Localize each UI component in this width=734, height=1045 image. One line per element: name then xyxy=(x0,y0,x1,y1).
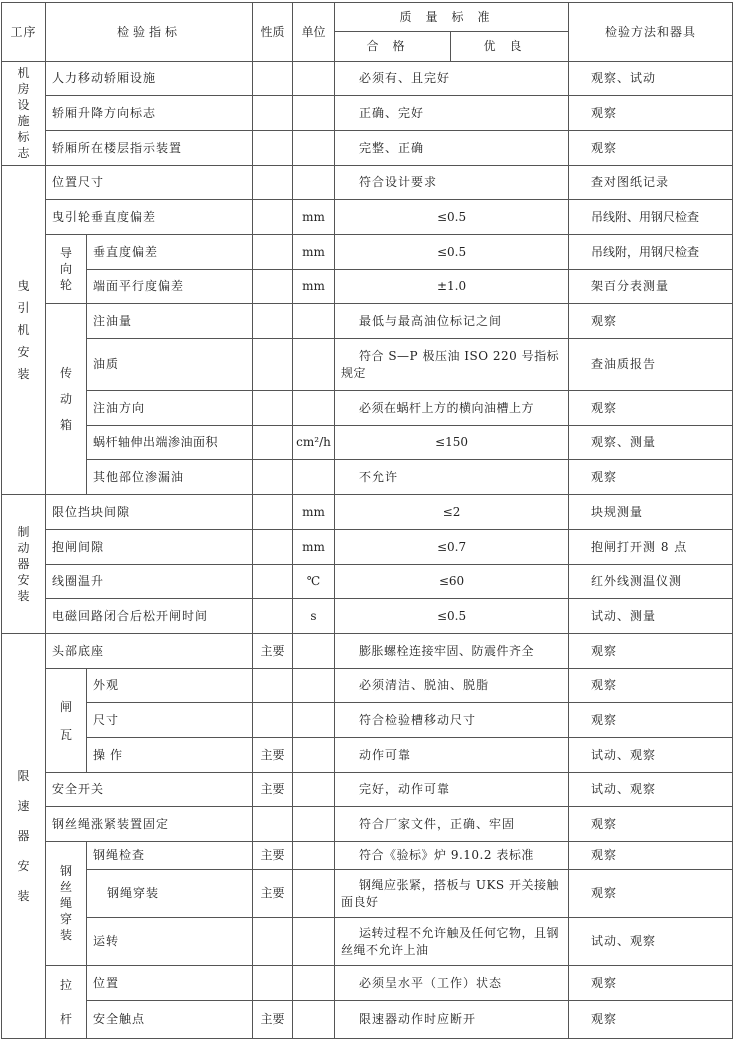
indicator-cell: 运转 xyxy=(87,918,253,966)
nature-cell xyxy=(253,495,293,530)
standard-cell: 符合设计要求 xyxy=(335,166,569,200)
standard-cell: 必须呈水平（工作）状态 xyxy=(335,966,569,1001)
nature-cell xyxy=(253,703,293,738)
unit-cell: mm xyxy=(293,530,335,565)
indicator-cell: 尺寸 xyxy=(87,703,253,738)
indicator-cell: 人力移动轿厢设施 xyxy=(46,62,253,96)
standard-cell: ≤0.5 xyxy=(335,599,569,634)
standard-cell: 必须在蜗杆上方的横向油槽上方 xyxy=(335,391,569,426)
method-cell: 试动、观察 xyxy=(569,738,733,773)
indicator-cell: 位置尺寸 xyxy=(46,166,253,200)
nature-cell xyxy=(253,460,293,495)
nature-cell xyxy=(253,200,293,235)
nature-cell xyxy=(253,807,293,842)
nature-cell: 主要 xyxy=(253,738,293,773)
method-cell: 架百分表测量 xyxy=(569,270,733,304)
unit-cell: mm xyxy=(293,270,335,304)
group-gearbox: 传动箱 xyxy=(46,304,87,495)
nature-cell xyxy=(253,599,293,634)
nature-cell xyxy=(253,391,293,426)
indicator-cell: 曳引轮垂直度偏差 xyxy=(46,200,253,235)
nature-cell: 主要 xyxy=(253,773,293,807)
indicator-cell: 其他部位渗漏油 xyxy=(87,460,253,495)
group-brake-shoe: 闸瓦 xyxy=(46,669,87,773)
method-cell: 观察 xyxy=(569,703,733,738)
unit-cell: s xyxy=(293,599,335,634)
standard-cell: 正确、完好 xyxy=(335,96,569,131)
unit-cell xyxy=(293,96,335,131)
unit-cell: mm xyxy=(293,495,335,530)
nature-cell xyxy=(253,62,293,96)
nature-cell xyxy=(253,669,293,703)
standard-cell: ≤60 xyxy=(335,565,569,599)
standard-cell: 最低与最高油位标记之间 xyxy=(335,304,569,339)
unit-cell xyxy=(293,966,335,1001)
unit-cell xyxy=(293,703,335,738)
method-cell: 观察 xyxy=(569,807,733,842)
indicator-cell: 轿厢升降方向标志 xyxy=(46,96,253,131)
section-traction-machine: 曳引机安装 xyxy=(2,166,46,495)
standard-cell: ≤0.5 xyxy=(335,235,569,270)
indicator-cell: 抱闸间隙 xyxy=(46,530,253,565)
indicator-cell: 注油量 xyxy=(87,304,253,339)
unit-cell: ℃ xyxy=(293,565,335,599)
method-cell: 观察 xyxy=(569,870,733,918)
section-speed-governor: 限速器安装 xyxy=(2,634,46,1039)
method-cell: 观察、试动 xyxy=(569,62,733,96)
method-cell: 观察 xyxy=(569,966,733,1001)
unit-cell xyxy=(293,166,335,200)
standard-cell: 必须清洁、脱油、脱脂 xyxy=(335,669,569,703)
standard-cell: 动作可靠 xyxy=(335,738,569,773)
method-cell: 观察、测量 xyxy=(569,426,733,460)
unit-cell xyxy=(293,773,335,807)
indicator-cell: 线圈温升 xyxy=(46,565,253,599)
nature-cell xyxy=(253,235,293,270)
nature-cell: 主要 xyxy=(253,870,293,918)
method-cell: 查对图纸记录 xyxy=(569,166,733,200)
method-cell: 吊线附、用钢尺检查 xyxy=(569,200,733,235)
standard-cell: 限速器动作时应断开 xyxy=(335,1001,569,1039)
indicator-cell: 外观 xyxy=(87,669,253,703)
header-qualified: 合格 xyxy=(335,32,451,62)
indicator-cell: 蜗杆轴伸出端渗油面积 xyxy=(87,426,253,460)
unit-cell xyxy=(293,918,335,966)
indicator-cell: 钢绳穿装 xyxy=(87,870,253,918)
header-excellent: 优良 xyxy=(451,32,569,62)
unit-cell xyxy=(293,131,335,166)
nature-cell xyxy=(253,304,293,339)
standard-cell: 钢绳应张紧，搭板与 UKS 开关接触面良好 xyxy=(335,870,569,918)
nature-cell: 主要 xyxy=(253,1001,293,1039)
method-cell: 红外线测温仪测 xyxy=(569,565,733,599)
indicator-cell: 垂直度偏差 xyxy=(87,235,253,270)
method-cell: 观察 xyxy=(569,669,733,703)
method-cell: 观察 xyxy=(569,96,733,131)
inspection-table xyxy=(1,2,733,1039)
standard-cell: 必须有、且完好 xyxy=(335,62,569,96)
group-pull-rod: 拉杆 xyxy=(46,966,87,1039)
unit-cell xyxy=(293,1001,335,1039)
unit-cell xyxy=(293,460,335,495)
indicator-cell: 安全触点 xyxy=(87,1001,253,1039)
indicator-cell: 安全开关 xyxy=(46,773,253,807)
indicator-cell: 钢绳检查 xyxy=(87,842,253,870)
standard-cell: ≤0.7 xyxy=(335,530,569,565)
group-guide-wheel: 导向轮 xyxy=(46,235,87,304)
indicator-cell: 限位挡块间隙 xyxy=(46,495,253,530)
header-indicator: 检验指标 xyxy=(46,3,253,62)
section-brake: 制动器安装 xyxy=(2,495,46,634)
method-cell: 抱闸打开测 8 点 xyxy=(569,530,733,565)
nature-cell xyxy=(253,339,293,391)
method-cell: 观察 xyxy=(569,391,733,426)
indicator-cell: 头部底座 xyxy=(46,634,253,669)
nature-cell xyxy=(253,96,293,131)
header-standard: 质量标准 xyxy=(335,3,569,32)
standard-cell: ≤0.5 xyxy=(335,200,569,235)
method-cell: 试动、测量 xyxy=(569,599,733,634)
nature-cell xyxy=(253,565,293,599)
indicator-cell: 操作 xyxy=(87,738,253,773)
standard-cell: 符合 S—P 极压油 ISO 220 号指标规定 xyxy=(335,339,569,391)
nature-cell xyxy=(253,530,293,565)
standard-cell: 运转过程不允许触及任何它物，且钢丝绳不允许上油 xyxy=(335,918,569,966)
section-machine-room: 机房设施标志 xyxy=(2,62,46,166)
method-cell: 观察 xyxy=(569,1001,733,1039)
indicator-cell: 钢丝绳涨紧装置固定 xyxy=(46,807,253,842)
group-wire-rope: 钢丝绳穿装 xyxy=(46,842,87,966)
unit-cell xyxy=(293,807,335,842)
method-cell: 观察 xyxy=(569,460,733,495)
unit-cell xyxy=(293,842,335,870)
indicator-cell: 端面平行度偏差 xyxy=(87,270,253,304)
nature-cell xyxy=(253,166,293,200)
standard-cell: 符合厂家文件，正确、牢固 xyxy=(335,807,569,842)
standard-cell: 不允许 xyxy=(335,460,569,495)
header-method: 检验方法和器具 xyxy=(569,3,733,62)
unit-cell xyxy=(293,634,335,669)
nature-cell: 主要 xyxy=(253,634,293,669)
indicator-cell: 油质 xyxy=(87,339,253,391)
method-cell: 观察 xyxy=(569,304,733,339)
standard-cell: 完整、正确 xyxy=(335,131,569,166)
unit-cell: mm xyxy=(293,235,335,270)
method-cell: 吊线附，用钢尺检查 xyxy=(569,235,733,270)
standard-cell: ±1.0 xyxy=(335,270,569,304)
unit-cell xyxy=(293,738,335,773)
header-nature: 性质 xyxy=(253,3,293,62)
standard-cell: 膨胀螺栓连接牢固、防震件齐全 xyxy=(335,634,569,669)
unit-cell xyxy=(293,391,335,426)
unit-cell xyxy=(293,339,335,391)
unit-cell xyxy=(293,62,335,96)
indicator-cell: 注油方向 xyxy=(87,391,253,426)
method-cell: 试动、观察 xyxy=(569,918,733,966)
unit-cell: mm xyxy=(293,200,335,235)
standard-cell: 完好，动作可靠 xyxy=(335,773,569,807)
nature-cell xyxy=(253,426,293,460)
header-process: 工序 xyxy=(2,3,46,62)
method-cell: 块规测量 xyxy=(569,495,733,530)
method-cell: 观察 xyxy=(569,634,733,669)
unit-cell xyxy=(293,669,335,703)
header-unit: 单位 xyxy=(293,3,335,62)
method-cell: 观察 xyxy=(569,131,733,166)
method-cell: 观察 xyxy=(569,842,733,870)
nature-cell xyxy=(253,918,293,966)
nature-cell xyxy=(253,966,293,1001)
nature-cell xyxy=(253,270,293,304)
unit-cell xyxy=(293,870,335,918)
standard-cell: 符合检验槽移动尺寸 xyxy=(335,703,569,738)
method-cell: 试动、观察 xyxy=(569,773,733,807)
standard-cell: ≤150 xyxy=(335,426,569,460)
method-cell: 查油质报告 xyxy=(569,339,733,391)
indicator-cell: 电磁回路闭合后松开闸时间 xyxy=(46,599,253,634)
unit-cell: cm²/h xyxy=(293,426,335,460)
standard-cell: ≤2 xyxy=(335,495,569,530)
nature-cell: 主要 xyxy=(253,842,293,870)
indicator-cell: 轿厢所在楼层指示装置 xyxy=(46,131,253,166)
standard-cell: 符合《验标》炉 9.10.2 表标准 xyxy=(335,842,569,870)
unit-cell xyxy=(293,304,335,339)
indicator-cell: 位置 xyxy=(87,966,253,1001)
nature-cell xyxy=(253,131,293,166)
